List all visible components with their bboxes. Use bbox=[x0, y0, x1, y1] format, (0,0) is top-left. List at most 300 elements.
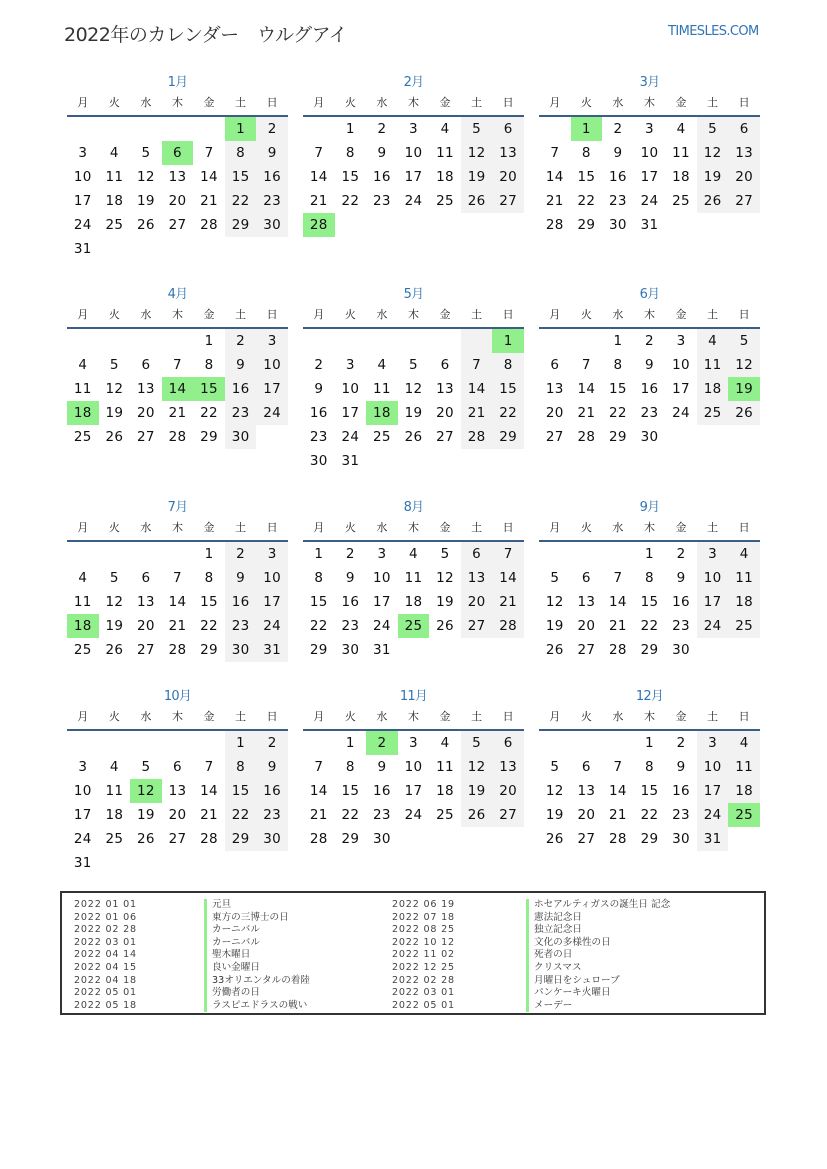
day-cell[interactable]: 10 bbox=[256, 353, 288, 377]
day-cell[interactable]: 11 bbox=[436, 759, 454, 775]
day-cell[interactable]: 23 bbox=[373, 807, 391, 823]
day-cell[interactable]: 25 bbox=[105, 217, 124, 233]
day-cell[interactable]: 5 bbox=[461, 731, 493, 755]
day-cell[interactable]: 25 bbox=[373, 429, 391, 445]
day-cell[interactable]: 3 bbox=[345, 357, 355, 373]
day-cell[interactable]: 22 bbox=[640, 807, 659, 823]
day-cell[interactable]: 26 bbox=[404, 429, 423, 445]
day-cell[interactable]: 18 bbox=[728, 590, 760, 614]
day-cell[interactable]: 20 bbox=[168, 193, 187, 209]
day-cell[interactable]: 22 bbox=[577, 193, 596, 209]
day-cell[interactable]: 13 bbox=[461, 566, 493, 590]
holiday-day-cell[interactable]: 2 bbox=[366, 731, 398, 755]
day-cell[interactable]: 9 bbox=[645, 357, 654, 373]
day-cell[interactable]: 11 bbox=[672, 145, 690, 161]
holiday-day-cell[interactable]: 1 bbox=[225, 117, 257, 141]
day-cell[interactable]: 7 bbox=[581, 357, 591, 373]
day-cell[interactable]: 27 bbox=[137, 429, 155, 445]
day-cell[interactable]: 18 bbox=[105, 193, 124, 209]
day-cell[interactable]: 14 bbox=[200, 169, 218, 185]
day-cell[interactable]: 8 bbox=[645, 570, 654, 586]
day-cell[interactable]: 16 bbox=[609, 169, 627, 185]
day-cell[interactable]: 29 bbox=[609, 429, 627, 445]
day-cell[interactable]: 20 bbox=[728, 165, 760, 189]
day-cell[interactable]: 6 bbox=[141, 570, 151, 586]
day-cell[interactable]: 6 bbox=[173, 759, 182, 775]
day-cell[interactable]: 6 bbox=[581, 759, 591, 775]
day-cell[interactable]: 24 bbox=[341, 429, 360, 445]
day-cell[interactable]: 28 bbox=[492, 614, 524, 638]
day-cell[interactable]: 28 bbox=[609, 831, 627, 847]
day-cell[interactable]: 27 bbox=[492, 189, 524, 213]
day-cell[interactable]: 31 bbox=[73, 855, 92, 871]
day-cell[interactable]: 27 bbox=[461, 614, 493, 638]
day-cell[interactable]: 24 bbox=[697, 614, 729, 638]
day-cell[interactable]: 4 bbox=[78, 357, 88, 373]
day-cell[interactable]: 30 bbox=[640, 429, 659, 445]
day-cell[interactable]: 14 bbox=[309, 169, 328, 185]
day-cell[interactable]: 12 bbox=[728, 353, 760, 377]
day-cell[interactable]: 10 bbox=[640, 145, 659, 161]
day-cell[interactable]: 10 bbox=[672, 357, 690, 373]
day-cell[interactable]: 28 bbox=[461, 425, 493, 449]
day-cell[interactable]: 7 bbox=[613, 759, 623, 775]
day-cell[interactable]: 10 bbox=[341, 381, 360, 397]
day-cell[interactable]: 9 bbox=[676, 570, 686, 586]
day-cell[interactable]: 14 bbox=[200, 783, 218, 799]
day-cell[interactable]: 18 bbox=[436, 169, 454, 185]
day-cell[interactable]: 20 bbox=[461, 590, 493, 614]
day-cell[interactable]: 16 bbox=[672, 783, 690, 799]
day-cell[interactable]: 19 bbox=[137, 807, 155, 823]
day-cell[interactable]: 11 bbox=[73, 381, 92, 397]
holiday-day-cell[interactable]: 18 bbox=[67, 401, 99, 425]
holiday-day-cell[interactable]: 6 bbox=[162, 141, 194, 165]
day-cell[interactable]: 10 bbox=[404, 759, 423, 775]
day-cell[interactable]: 9 bbox=[225, 566, 257, 590]
day-cell[interactable]: 14 bbox=[609, 783, 627, 799]
day-cell[interactable]: 24 bbox=[640, 193, 659, 209]
day-cell[interactable]: 15 bbox=[225, 779, 257, 803]
day-cell[interactable]: 30 bbox=[373, 831, 391, 847]
day-cell[interactable]: 23 bbox=[225, 614, 257, 638]
day-cell[interactable]: 27 bbox=[728, 189, 760, 213]
day-cell[interactable]: 16 bbox=[256, 165, 288, 189]
day-cell[interactable]: 28 bbox=[309, 831, 328, 847]
day-cell[interactable]: 31 bbox=[697, 827, 729, 851]
day-cell[interactable]: 19 bbox=[105, 618, 124, 634]
day-cell[interactable]: 3 bbox=[676, 333, 686, 349]
day-cell[interactable]: 11 bbox=[728, 566, 760, 590]
day-cell[interactable]: 23 bbox=[256, 189, 288, 213]
day-cell[interactable]: 23 bbox=[373, 193, 391, 209]
day-cell[interactable]: 8 bbox=[645, 759, 654, 775]
day-cell[interactable]: 17 bbox=[640, 169, 659, 185]
day-cell[interactable]: 26 bbox=[436, 618, 454, 634]
holiday-day-cell[interactable]: 18 bbox=[366, 401, 398, 425]
day-cell[interactable]: 13 bbox=[137, 594, 155, 610]
day-cell[interactable]: 12 bbox=[436, 570, 454, 586]
day-cell[interactable]: 20 bbox=[545, 405, 564, 421]
day-cell[interactable]: 4 bbox=[409, 546, 418, 562]
day-cell[interactable]: 3 bbox=[409, 735, 418, 751]
day-cell[interactable]: 1 bbox=[345, 121, 355, 137]
day-cell[interactable]: 30 bbox=[225, 638, 257, 662]
day-cell[interactable]: 5 bbox=[550, 759, 560, 775]
day-cell[interactable]: 20 bbox=[577, 618, 596, 634]
day-cell[interactable]: 9 bbox=[256, 141, 288, 165]
day-cell[interactable]: 25 bbox=[728, 614, 760, 638]
day-cell[interactable]: 2 bbox=[676, 735, 686, 751]
day-cell[interactable]: 2 bbox=[225, 329, 257, 353]
day-cell[interactable]: 24 bbox=[404, 807, 423, 823]
day-cell[interactable]: 14 bbox=[545, 169, 564, 185]
day-cell[interactable]: 6 bbox=[492, 117, 524, 141]
day-cell[interactable]: 6 bbox=[581, 570, 591, 586]
day-cell[interactable]: 22 bbox=[609, 405, 627, 421]
day-cell[interactable]: 16 bbox=[256, 779, 288, 803]
day-cell[interactable]: 8 bbox=[314, 570, 324, 586]
day-cell[interactable]: 31 bbox=[640, 217, 659, 233]
day-cell[interactable]: 29 bbox=[309, 642, 328, 658]
day-cell[interactable]: 10 bbox=[73, 783, 92, 799]
day-cell[interactable]: 22 bbox=[309, 618, 328, 634]
day-cell[interactable]: 1 bbox=[613, 333, 623, 349]
day-cell[interactable]: 27 bbox=[168, 217, 187, 233]
day-cell[interactable]: 28 bbox=[200, 831, 218, 847]
day-cell[interactable]: 11 bbox=[436, 145, 454, 161]
day-cell[interactable]: 15 bbox=[309, 594, 328, 610]
day-cell[interactable]: 9 bbox=[256, 755, 288, 779]
day-cell[interactable]: 13 bbox=[545, 381, 564, 397]
day-cell[interactable]: 13 bbox=[168, 169, 187, 185]
day-cell[interactable]: 25 bbox=[436, 193, 454, 209]
day-cell[interactable]: 13 bbox=[728, 141, 760, 165]
day-cell[interactable]: 18 bbox=[672, 169, 690, 185]
holiday-day-cell[interactable]: 18 bbox=[67, 614, 99, 638]
day-cell[interactable]: 21 bbox=[309, 193, 328, 209]
day-cell[interactable]: 24 bbox=[697, 803, 729, 827]
day-cell[interactable]: 22 bbox=[225, 189, 257, 213]
day-cell[interactable]: 8 bbox=[581, 145, 591, 161]
day-cell[interactable]: 1 bbox=[314, 546, 324, 562]
day-cell[interactable]: 13 bbox=[168, 783, 187, 799]
day-cell[interactable]: 13 bbox=[492, 141, 524, 165]
day-cell[interactable]: 7 bbox=[613, 570, 623, 586]
day-cell[interactable]: 9 bbox=[377, 145, 387, 161]
holiday-day-cell[interactable]: 12 bbox=[130, 779, 162, 803]
day-cell[interactable]: 2 bbox=[645, 333, 654, 349]
day-cell[interactable]: 8 bbox=[613, 357, 623, 373]
day-cell[interactable]: 3 bbox=[78, 759, 88, 775]
day-cell[interactable]: 28 bbox=[609, 642, 627, 658]
day-cell[interactable]: 27 bbox=[436, 429, 454, 445]
day-cell[interactable]: 23 bbox=[225, 401, 257, 425]
day-cell[interactable]: 4 bbox=[697, 329, 729, 353]
day-cell[interactable]: 6 bbox=[728, 117, 760, 141]
day-cell[interactable]: 11 bbox=[373, 381, 391, 397]
day-cell[interactable]: 18 bbox=[728, 779, 760, 803]
day-cell[interactable]: 31 bbox=[373, 642, 391, 658]
day-cell[interactable]: 16 bbox=[640, 381, 659, 397]
day-cell[interactable]: 8 bbox=[225, 755, 257, 779]
day-cell[interactable]: 15 bbox=[640, 783, 659, 799]
day-cell[interactable]: 11 bbox=[73, 594, 92, 610]
day-cell[interactable]: 24 bbox=[404, 193, 423, 209]
day-cell[interactable]: 18 bbox=[436, 783, 454, 799]
day-cell[interactable]: 12 bbox=[461, 755, 493, 779]
day-cell[interactable]: 5 bbox=[109, 357, 119, 373]
day-cell[interactable]: 1 bbox=[345, 735, 355, 751]
day-cell[interactable]: 7 bbox=[204, 145, 214, 161]
day-cell[interactable]: 17 bbox=[256, 590, 288, 614]
day-cell[interactable]: 17 bbox=[404, 783, 423, 799]
day-cell[interactable]: 5 bbox=[550, 570, 560, 586]
day-cell[interactable]: 4 bbox=[676, 121, 686, 137]
day-cell[interactable]: 27 bbox=[137, 642, 155, 658]
day-cell[interactable]: 1 bbox=[204, 546, 214, 562]
day-cell[interactable]: 8 bbox=[204, 570, 214, 586]
holiday-day-cell[interactable]: 15 bbox=[193, 377, 225, 401]
holiday-day-cell[interactable]: 19 bbox=[728, 377, 760, 401]
day-cell[interactable]: 6 bbox=[440, 357, 450, 373]
day-cell[interactable]: 4 bbox=[440, 121, 450, 137]
day-cell[interactable]: 29 bbox=[640, 831, 659, 847]
holiday-day-cell[interactable]: 14 bbox=[162, 377, 194, 401]
day-cell[interactable]: 22 bbox=[492, 401, 524, 425]
day-cell[interactable]: 27 bbox=[545, 429, 564, 445]
day-cell[interactable]: 25 bbox=[105, 831, 124, 847]
day-cell[interactable]: 5 bbox=[141, 145, 151, 161]
day-cell[interactable]: 7 bbox=[173, 570, 182, 586]
day-cell[interactable]: 13 bbox=[577, 594, 596, 610]
day-cell[interactable]: 11 bbox=[404, 570, 423, 586]
day-cell[interactable]: 5 bbox=[461, 117, 493, 141]
day-cell[interactable]: 7 bbox=[314, 145, 324, 161]
day-cell[interactable]: 29 bbox=[492, 425, 524, 449]
day-cell[interactable]: 19 bbox=[137, 193, 155, 209]
day-cell[interactable]: 30 bbox=[672, 831, 690, 847]
day-cell[interactable]: 5 bbox=[440, 546, 450, 562]
holiday-day-cell[interactable]: 1 bbox=[571, 117, 603, 141]
day-cell[interactable]: 26 bbox=[105, 642, 124, 658]
day-cell[interactable]: 24 bbox=[672, 405, 690, 421]
day-cell[interactable]: 21 bbox=[309, 807, 328, 823]
day-cell[interactable]: 30 bbox=[225, 425, 257, 449]
day-cell[interactable]: 14 bbox=[492, 566, 524, 590]
day-cell[interactable]: 14 bbox=[309, 783, 328, 799]
day-cell[interactable]: 4 bbox=[109, 145, 119, 161]
day-cell[interactable]: 15 bbox=[200, 594, 218, 610]
day-cell[interactable]: 25 bbox=[73, 429, 92, 445]
day-cell[interactable]: 17 bbox=[672, 381, 690, 397]
day-cell[interactable]: 7 bbox=[204, 759, 214, 775]
day-cell[interactable]: 23 bbox=[309, 429, 328, 445]
day-cell[interactable]: 12 bbox=[404, 381, 423, 397]
day-cell[interactable]: 2 bbox=[676, 546, 686, 562]
day-cell[interactable]: 4 bbox=[728, 731, 760, 755]
day-cell[interactable]: 30 bbox=[609, 217, 627, 233]
day-cell[interactable]: 5 bbox=[728, 329, 760, 353]
day-cell[interactable]: 28 bbox=[577, 429, 596, 445]
day-cell[interactable]: 3 bbox=[645, 121, 654, 137]
day-cell[interactable]: 7 bbox=[461, 353, 493, 377]
day-cell[interactable]: 25 bbox=[697, 401, 729, 425]
day-cell[interactable]: 16 bbox=[672, 594, 690, 610]
day-cell[interactable]: 5 bbox=[697, 117, 729, 141]
day-cell[interactable]: 19 bbox=[461, 165, 493, 189]
day-cell[interactable]: 2 bbox=[256, 731, 288, 755]
day-cell[interactable]: 28 bbox=[168, 642, 187, 658]
day-cell[interactable]: 30 bbox=[672, 642, 690, 658]
day-cell[interactable]: 16 bbox=[341, 594, 360, 610]
day-cell[interactable]: 14 bbox=[577, 381, 596, 397]
day-cell[interactable]: 18 bbox=[404, 594, 423, 610]
day-cell[interactable]: 12 bbox=[545, 594, 564, 610]
day-cell[interactable]: 20 bbox=[168, 807, 187, 823]
day-cell[interactable]: 7 bbox=[314, 759, 324, 775]
day-cell[interactable]: 31 bbox=[341, 453, 360, 469]
day-cell[interactable]: 1 bbox=[645, 735, 654, 751]
day-cell[interactable]: 3 bbox=[697, 542, 729, 566]
day-cell[interactable]: 7 bbox=[492, 542, 524, 566]
day-cell[interactable]: 15 bbox=[609, 381, 627, 397]
day-cell[interactable]: 15 bbox=[341, 783, 360, 799]
day-cell[interactable]: 11 bbox=[105, 783, 124, 799]
day-cell[interactable]: 30 bbox=[256, 827, 288, 851]
day-cell[interactable]: 20 bbox=[577, 807, 596, 823]
day-cell[interactable]: 4 bbox=[440, 735, 450, 751]
day-cell[interactable]: 5 bbox=[141, 759, 151, 775]
day-cell[interactable]: 22 bbox=[640, 618, 659, 634]
day-cell[interactable]: 21 bbox=[200, 807, 218, 823]
day-cell[interactable]: 21 bbox=[168, 405, 187, 421]
day-cell[interactable]: 19 bbox=[545, 618, 564, 634]
day-cell[interactable]: 9 bbox=[345, 570, 355, 586]
day-cell[interactable]: 28 bbox=[200, 217, 218, 233]
day-cell[interactable]: 24 bbox=[73, 217, 92, 233]
day-cell[interactable]: 3 bbox=[409, 121, 418, 137]
day-cell[interactable]: 19 bbox=[436, 594, 454, 610]
day-cell[interactable]: 8 bbox=[345, 759, 355, 775]
day-cell[interactable]: 27 bbox=[577, 642, 596, 658]
day-cell[interactable]: 8 bbox=[492, 353, 524, 377]
day-cell[interactable]: 19 bbox=[105, 405, 124, 421]
day-cell[interactable]: 29 bbox=[640, 642, 659, 658]
day-cell[interactable]: 22 bbox=[200, 405, 218, 421]
day-cell[interactable]: 15 bbox=[640, 594, 659, 610]
day-cell[interactable]: 26 bbox=[137, 217, 155, 233]
day-cell[interactable]: 17 bbox=[73, 807, 92, 823]
day-cell[interactable]: 13 bbox=[137, 381, 155, 397]
day-cell[interactable]: 25 bbox=[436, 807, 454, 823]
site-logo[interactable]: TIMESLES.COM bbox=[668, 24, 759, 39]
day-cell[interactable]: 12 bbox=[105, 594, 124, 610]
day-cell[interactable]: 13 bbox=[577, 783, 596, 799]
day-cell[interactable]: 10 bbox=[73, 169, 92, 185]
day-cell[interactable]: 12 bbox=[461, 141, 493, 165]
day-cell[interactable]: 27 bbox=[577, 831, 596, 847]
day-cell[interactable]: 25 bbox=[672, 193, 690, 209]
day-cell[interactable]: 21 bbox=[492, 590, 524, 614]
day-cell[interactable]: 21 bbox=[168, 618, 187, 634]
day-cell[interactable]: 14 bbox=[168, 594, 187, 610]
day-cell[interactable]: 31 bbox=[73, 241, 92, 257]
day-cell[interactable]: 12 bbox=[697, 141, 729, 165]
day-cell[interactable]: 10 bbox=[256, 566, 288, 590]
day-cell[interactable]: 9 bbox=[377, 759, 387, 775]
day-cell[interactable]: 20 bbox=[492, 165, 524, 189]
day-cell[interactable]: 1 bbox=[225, 731, 257, 755]
day-cell[interactable]: 14 bbox=[461, 377, 493, 401]
day-cell[interactable]: 14 bbox=[609, 594, 627, 610]
day-cell[interactable]: 17 bbox=[404, 169, 423, 185]
holiday-day-cell[interactable]: 1 bbox=[492, 329, 524, 353]
day-cell[interactable]: 18 bbox=[105, 807, 124, 823]
day-cell[interactable]: 20 bbox=[137, 618, 155, 634]
day-cell[interactable]: 19 bbox=[461, 779, 493, 803]
day-cell[interactable]: 16 bbox=[373, 783, 391, 799]
day-cell[interactable]: 6 bbox=[550, 357, 560, 373]
day-cell[interactable]: 24 bbox=[256, 614, 288, 638]
day-cell[interactable]: 8 bbox=[204, 357, 214, 373]
day-cell[interactable]: 26 bbox=[545, 831, 564, 847]
day-cell[interactable]: 29 bbox=[200, 429, 218, 445]
day-cell[interactable]: 24 bbox=[256, 401, 288, 425]
day-cell[interactable]: 4 bbox=[728, 542, 760, 566]
day-cell[interactable]: 10 bbox=[373, 570, 391, 586]
day-cell[interactable]: 29 bbox=[341, 831, 360, 847]
day-cell[interactable]: 7 bbox=[550, 145, 560, 161]
day-cell[interactable]: 22 bbox=[341, 193, 360, 209]
day-cell[interactable]: 11 bbox=[697, 353, 729, 377]
day-cell[interactable]: 2 bbox=[377, 121, 387, 137]
day-cell[interactable]: 16 bbox=[225, 377, 257, 401]
day-cell[interactable]: 19 bbox=[404, 405, 423, 421]
day-cell[interactable]: 15 bbox=[225, 165, 257, 189]
day-cell[interactable]: 2 bbox=[256, 117, 288, 141]
day-cell[interactable]: 21 bbox=[200, 193, 218, 209]
day-cell[interactable]: 16 bbox=[373, 169, 391, 185]
day-cell[interactable]: 23 bbox=[609, 193, 627, 209]
day-cell[interactable]: 3 bbox=[78, 145, 88, 161]
day-cell[interactable]: 23 bbox=[256, 803, 288, 827]
day-cell[interactable]: 9 bbox=[613, 145, 623, 161]
day-cell[interactable]: 4 bbox=[377, 357, 387, 373]
day-cell[interactable]: 12 bbox=[105, 381, 124, 397]
day-cell[interactable]: 26 bbox=[137, 831, 155, 847]
day-cell[interactable]: 10 bbox=[697, 566, 729, 590]
day-cell[interactable]: 26 bbox=[461, 189, 493, 213]
day-cell[interactable]: 15 bbox=[577, 169, 596, 185]
day-cell[interactable]: 26 bbox=[697, 189, 729, 213]
day-cell[interactable]: 26 bbox=[105, 429, 124, 445]
day-cell[interactable]: 21 bbox=[461, 401, 493, 425]
day-cell[interactable]: 1 bbox=[204, 333, 214, 349]
day-cell[interactable]: 9 bbox=[314, 381, 324, 397]
day-cell[interactable]: 17 bbox=[341, 405, 360, 421]
day-cell[interactable]: 12 bbox=[545, 783, 564, 799]
day-cell[interactable]: 27 bbox=[168, 831, 187, 847]
day-cell[interactable]: 7 bbox=[173, 357, 182, 373]
day-cell[interactable]: 4 bbox=[78, 570, 88, 586]
day-cell[interactable]: 20 bbox=[137, 405, 155, 421]
day-cell[interactable]: 29 bbox=[225, 827, 257, 851]
day-cell[interactable]: 3 bbox=[256, 542, 288, 566]
day-cell[interactable]: 29 bbox=[225, 213, 257, 237]
day-cell[interactable]: 6 bbox=[492, 731, 524, 755]
day-cell[interactable]: 21 bbox=[609, 618, 627, 634]
